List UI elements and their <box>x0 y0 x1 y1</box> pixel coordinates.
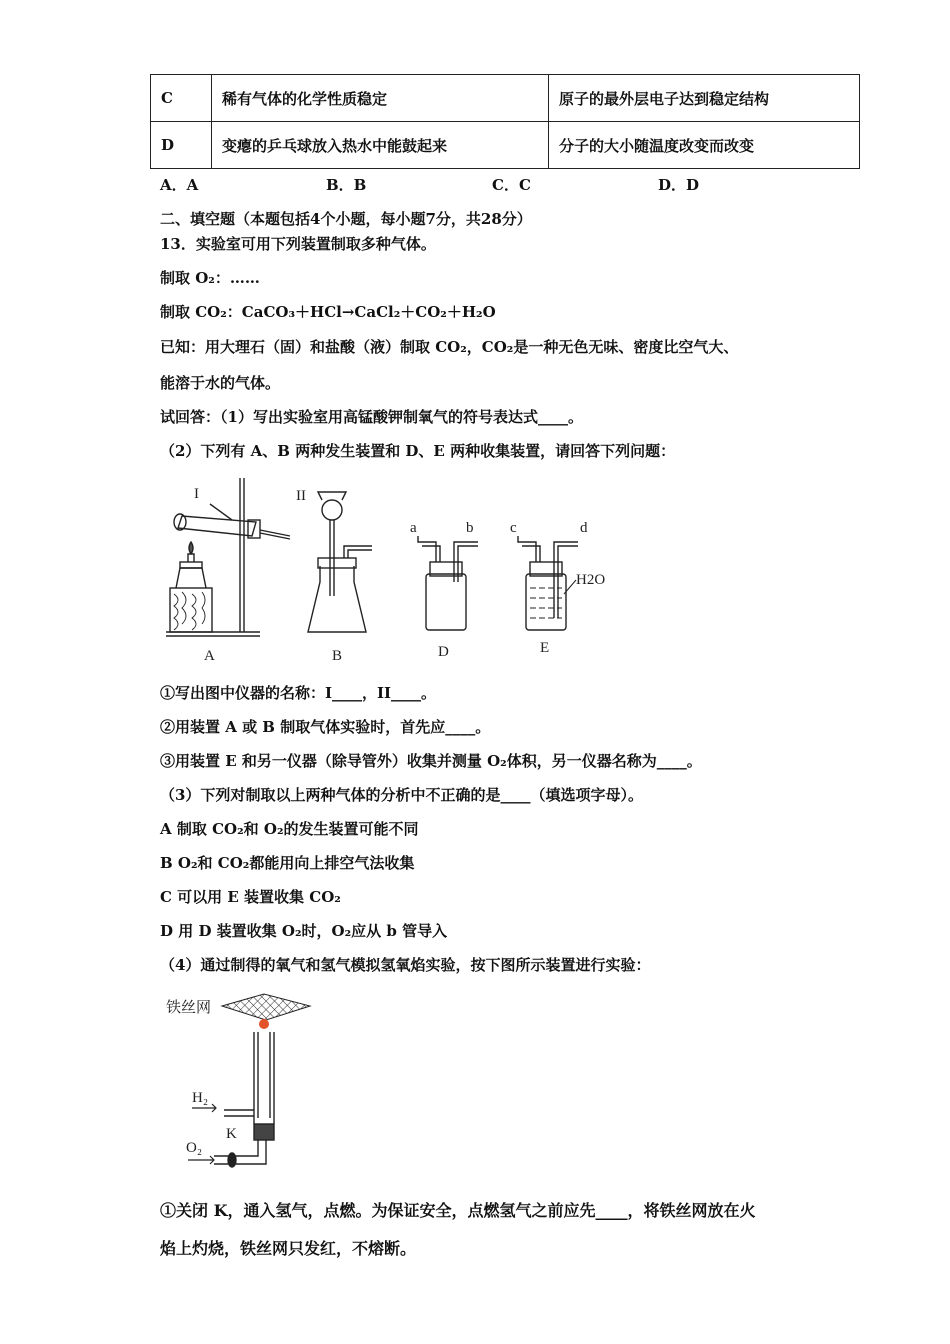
row-explanation: 原子的最外层电子达到稳定结构 <box>549 75 860 122</box>
row-option: D <box>151 122 212 169</box>
apparatus-d <box>418 536 478 630</box>
option-c: C 可以用 E 装置收集 CO₂ <box>160 888 341 906</box>
row-explanation: 分子的大小随温度改变而改变 <box>549 122 860 169</box>
label-mesh: 铁丝网 <box>166 1000 212 1016</box>
table-row <box>151 75 860 122</box>
label-c-port: c <box>510 520 517 536</box>
known-line-2: 能溶于水的气体。 <box>160 374 281 392</box>
sub-question-2: ②用装置 A 或 B 制取气体实验时，首先应____。 <box>160 718 491 736</box>
option-b: B O₂和 CO₂都能用向上排空气法收集 <box>160 854 415 872</box>
caption-e: E <box>540 640 550 656</box>
part-4: （4）通过制得的氧气和氢气模拟氢氧焰实验，按下图所示装置进行实验： <box>160 956 651 974</box>
label-h2: H₂ <box>192 1090 209 1106</box>
choice-a[interactable]: A．A <box>160 176 199 194</box>
question-intro: 13．实验室可用下列装置制取多种气体。 <box>160 235 436 253</box>
label-d-port: d <box>580 520 588 536</box>
label-a-port: a <box>410 520 417 536</box>
part-2: （2）下列有 A、B 两种发生装置和 D、E 两种收集装置，请回答下列问题： <box>160 442 676 460</box>
choice-b[interactable]: B．B <box>326 176 367 194</box>
known-line-1: 已知：用大理石（固）和盐酸（液）制取 CO₂，CO₂是一种无色无味、密度比空气大、 <box>160 338 739 356</box>
choice-c[interactable]: C．C <box>492 176 531 194</box>
final-line-1: ①关闭 K，通入氢气，点燃。为保证安全，点燃氢气之前应先____，将铁丝网放在火 <box>160 1201 756 1220</box>
caption-d: D <box>438 644 449 660</box>
label-b-port: b <box>466 520 474 536</box>
label-ii: II <box>296 488 306 504</box>
row-phenomenon: 变瘪的乒乓球放入热水中能鼓起来 <box>212 122 549 169</box>
apparatus-a <box>166 478 290 636</box>
part-1: 试回答：（1）写出实验室用高锰酸钾制氧气的符号表达式____。 <box>160 408 583 426</box>
apparatus-b <box>308 492 372 632</box>
table-row <box>151 122 860 169</box>
final-line-2: 焰上灼烧，铁丝网只发红，不熔断。 <box>160 1239 417 1258</box>
iron-mesh <box>222 994 310 1020</box>
o2-prep: 制取 O₂：…… <box>160 269 260 287</box>
part-3: （3）下列对制取以上两种气体的分析中不正确的是____（填选项字母）。 <box>160 786 643 804</box>
sub-question-3: ③用装置 E 和另一仪器（除导管外）收集并测量 O₂体积，另一仪器名称为____。 <box>160 752 702 770</box>
apparatus-e <box>518 536 578 630</box>
row-phenomenon: 稀有气体的化学性质稳定 <box>212 75 549 122</box>
sub-question-1: ①写出图中仪器的名称：I____，II____。 <box>160 684 437 702</box>
caption-b: B <box>332 648 343 664</box>
choice-d[interactable]: D．D <box>658 176 700 194</box>
label-o2: O₂ <box>186 1140 203 1156</box>
flame <box>259 1019 269 1029</box>
option-d: D 用 D 装置收集 O₂时，O₂应从 b 管导入 <box>160 922 448 940</box>
row-option: C <box>151 75 212 122</box>
label-i: I <box>194 486 199 502</box>
apparatus-figure <box>160 470 630 670</box>
section-title: 二、填空题（本题包括4个小题，每小题7分，共28分） <box>160 210 532 228</box>
options-table <box>150 74 860 169</box>
label-h2o: H2O <box>576 572 606 588</box>
co2-prep: 制取 CO₂：CaCO₃＋HCl→CaCl₂＋CO₂＋H₂O <box>160 303 496 321</box>
label-k: K <box>226 1126 237 1142</box>
answer-choices <box>160 174 824 195</box>
caption-a: A <box>204 648 215 664</box>
option-a: A 制取 CO₂和 O₂的发生装置可能不同 <box>160 820 419 838</box>
flame-figure <box>160 988 340 1173</box>
